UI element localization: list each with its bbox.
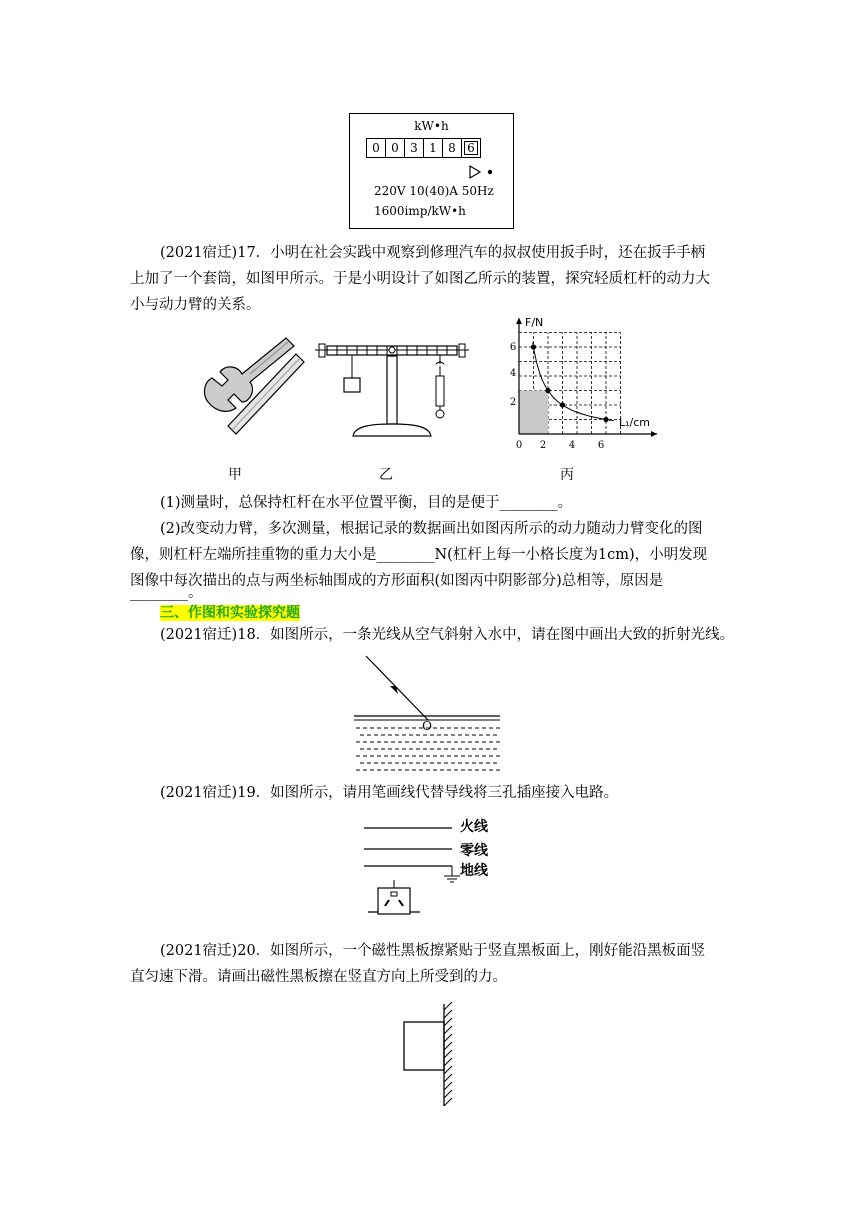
y-tick-label: 6 (509, 342, 517, 353)
stand (353, 347, 431, 436)
x-tick-label: 2 (539, 440, 547, 451)
x-axis-arrow (651, 431, 657, 437)
shaded-area (519, 391, 548, 435)
figure-label-bing: 丙 (560, 467, 574, 483)
hanging-weight (344, 355, 360, 392)
electricity-meter-figure (349, 113, 514, 229)
y-tick-label: 4 (509, 368, 517, 379)
three-pin-socket-icon (368, 880, 420, 914)
wrench-and-sleeve-figure (200, 330, 310, 440)
x-tick-label: 6 (597, 440, 605, 451)
data-point (545, 388, 550, 393)
figure-label-jia: 甲 (228, 467, 242, 483)
blackboard-eraser-figure (398, 1000, 468, 1110)
q19-text: (2021宿迁)19．如图所示，请用笔画线代替导线将三孔插座接入电路。 (160, 785, 619, 801)
data-point (560, 402, 565, 407)
q17-sub2-line1: (2)改变动力臂，多次测量，根据记录的数据画出如图丙所示的动力随动力臂变化的图 (160, 521, 703, 537)
q20-line1: (2021宿迁)20．如图所示，一个磁性黑板擦紧贴于竖直黑板面上，刚好能沿黑板面竖 (160, 943, 706, 959)
q17-line1: (2021宿迁)17．小明在社会实践中观察到修理汽车的叔叔使用扳手时，还在扳手手柄 (160, 245, 706, 261)
eraser-block (404, 1022, 444, 1070)
lever-apparatus-figure (315, 336, 470, 444)
incident-ray (366, 656, 428, 720)
q17-line3: 小与动力臂的关系。 (130, 297, 261, 313)
meter-spec-rating: 220V 10(40)A 50Hz (374, 184, 494, 198)
section-heading-text: 三、作图和实验探究题 (160, 605, 300, 621)
ground-wire-label: 地线 (460, 863, 488, 879)
light-refraction-figure (352, 650, 504, 774)
water-body (356, 728, 500, 770)
meter-digit: 0 (367, 139, 386, 157)
y-tick-label: 2 (509, 397, 517, 408)
live-wire-label: 火线 (460, 819, 488, 835)
wiring-figure (360, 816, 460, 924)
meter-digit: 1 (424, 139, 443, 157)
neutral-wire-label: 零线 (460, 843, 488, 859)
x-tick-label: 0 (515, 440, 523, 451)
q17-line2: 上加了一个套筒，如图甲所示。于是小明设计了如图乙所示的装置，探究轻质杠杆的动力大 (130, 271, 710, 287)
q17-sub1: (1)测量时，总保持杠杆在水平位置平衡，目的是便于________。 (160, 495, 573, 511)
q17-sub2-line2: 像，则杠杆左端所挂重物的重力大小是________N(杠杆上每一小格长度为1cm)，小明发现 (130, 547, 708, 563)
meter-unit: kW•h (414, 119, 449, 133)
meter-digit: 6 (462, 139, 480, 157)
y-axis-arrow (516, 318, 522, 324)
ground-symbol-icon (444, 866, 460, 882)
meter-digit: 0 (386, 139, 405, 157)
meter-spec-impulse: 1600imp/kW•h (374, 204, 466, 218)
meter-digits (366, 138, 481, 158)
figure-label-yi: 乙 (379, 467, 393, 483)
point-o-label: O (422, 719, 432, 733)
meter-digit: 3 (405, 139, 424, 157)
x-tick-label: 4 (568, 440, 576, 451)
data-point (603, 417, 608, 422)
indicator-light-icon (468, 164, 498, 180)
meter-digit: 8 (443, 139, 462, 157)
y-axis-label: F/N (525, 316, 544, 329)
q18-text: (2021宿迁)18．如图所示，一条光线从空气斜射入水中，请在图中画出大致的折射光线。 (160, 627, 735, 643)
spring-scale (436, 355, 444, 418)
q17-sub2-line3: 图像中每次描出的点与两坐标轴围成的方形面积(如图丙中阴影部分)总相等，原因是 (130, 573, 664, 589)
data-point (531, 344, 536, 349)
force-arm-graph (505, 312, 665, 452)
x-axis-label: L₁/cm (619, 416, 651, 429)
q17-sub2-line4: ________。 (130, 585, 203, 601)
q20-line2: 直匀速下滑。请画出磁性黑板擦在竖直方向上所受到的力。 (130, 969, 507, 985)
wall-hatching (444, 1002, 452, 1106)
